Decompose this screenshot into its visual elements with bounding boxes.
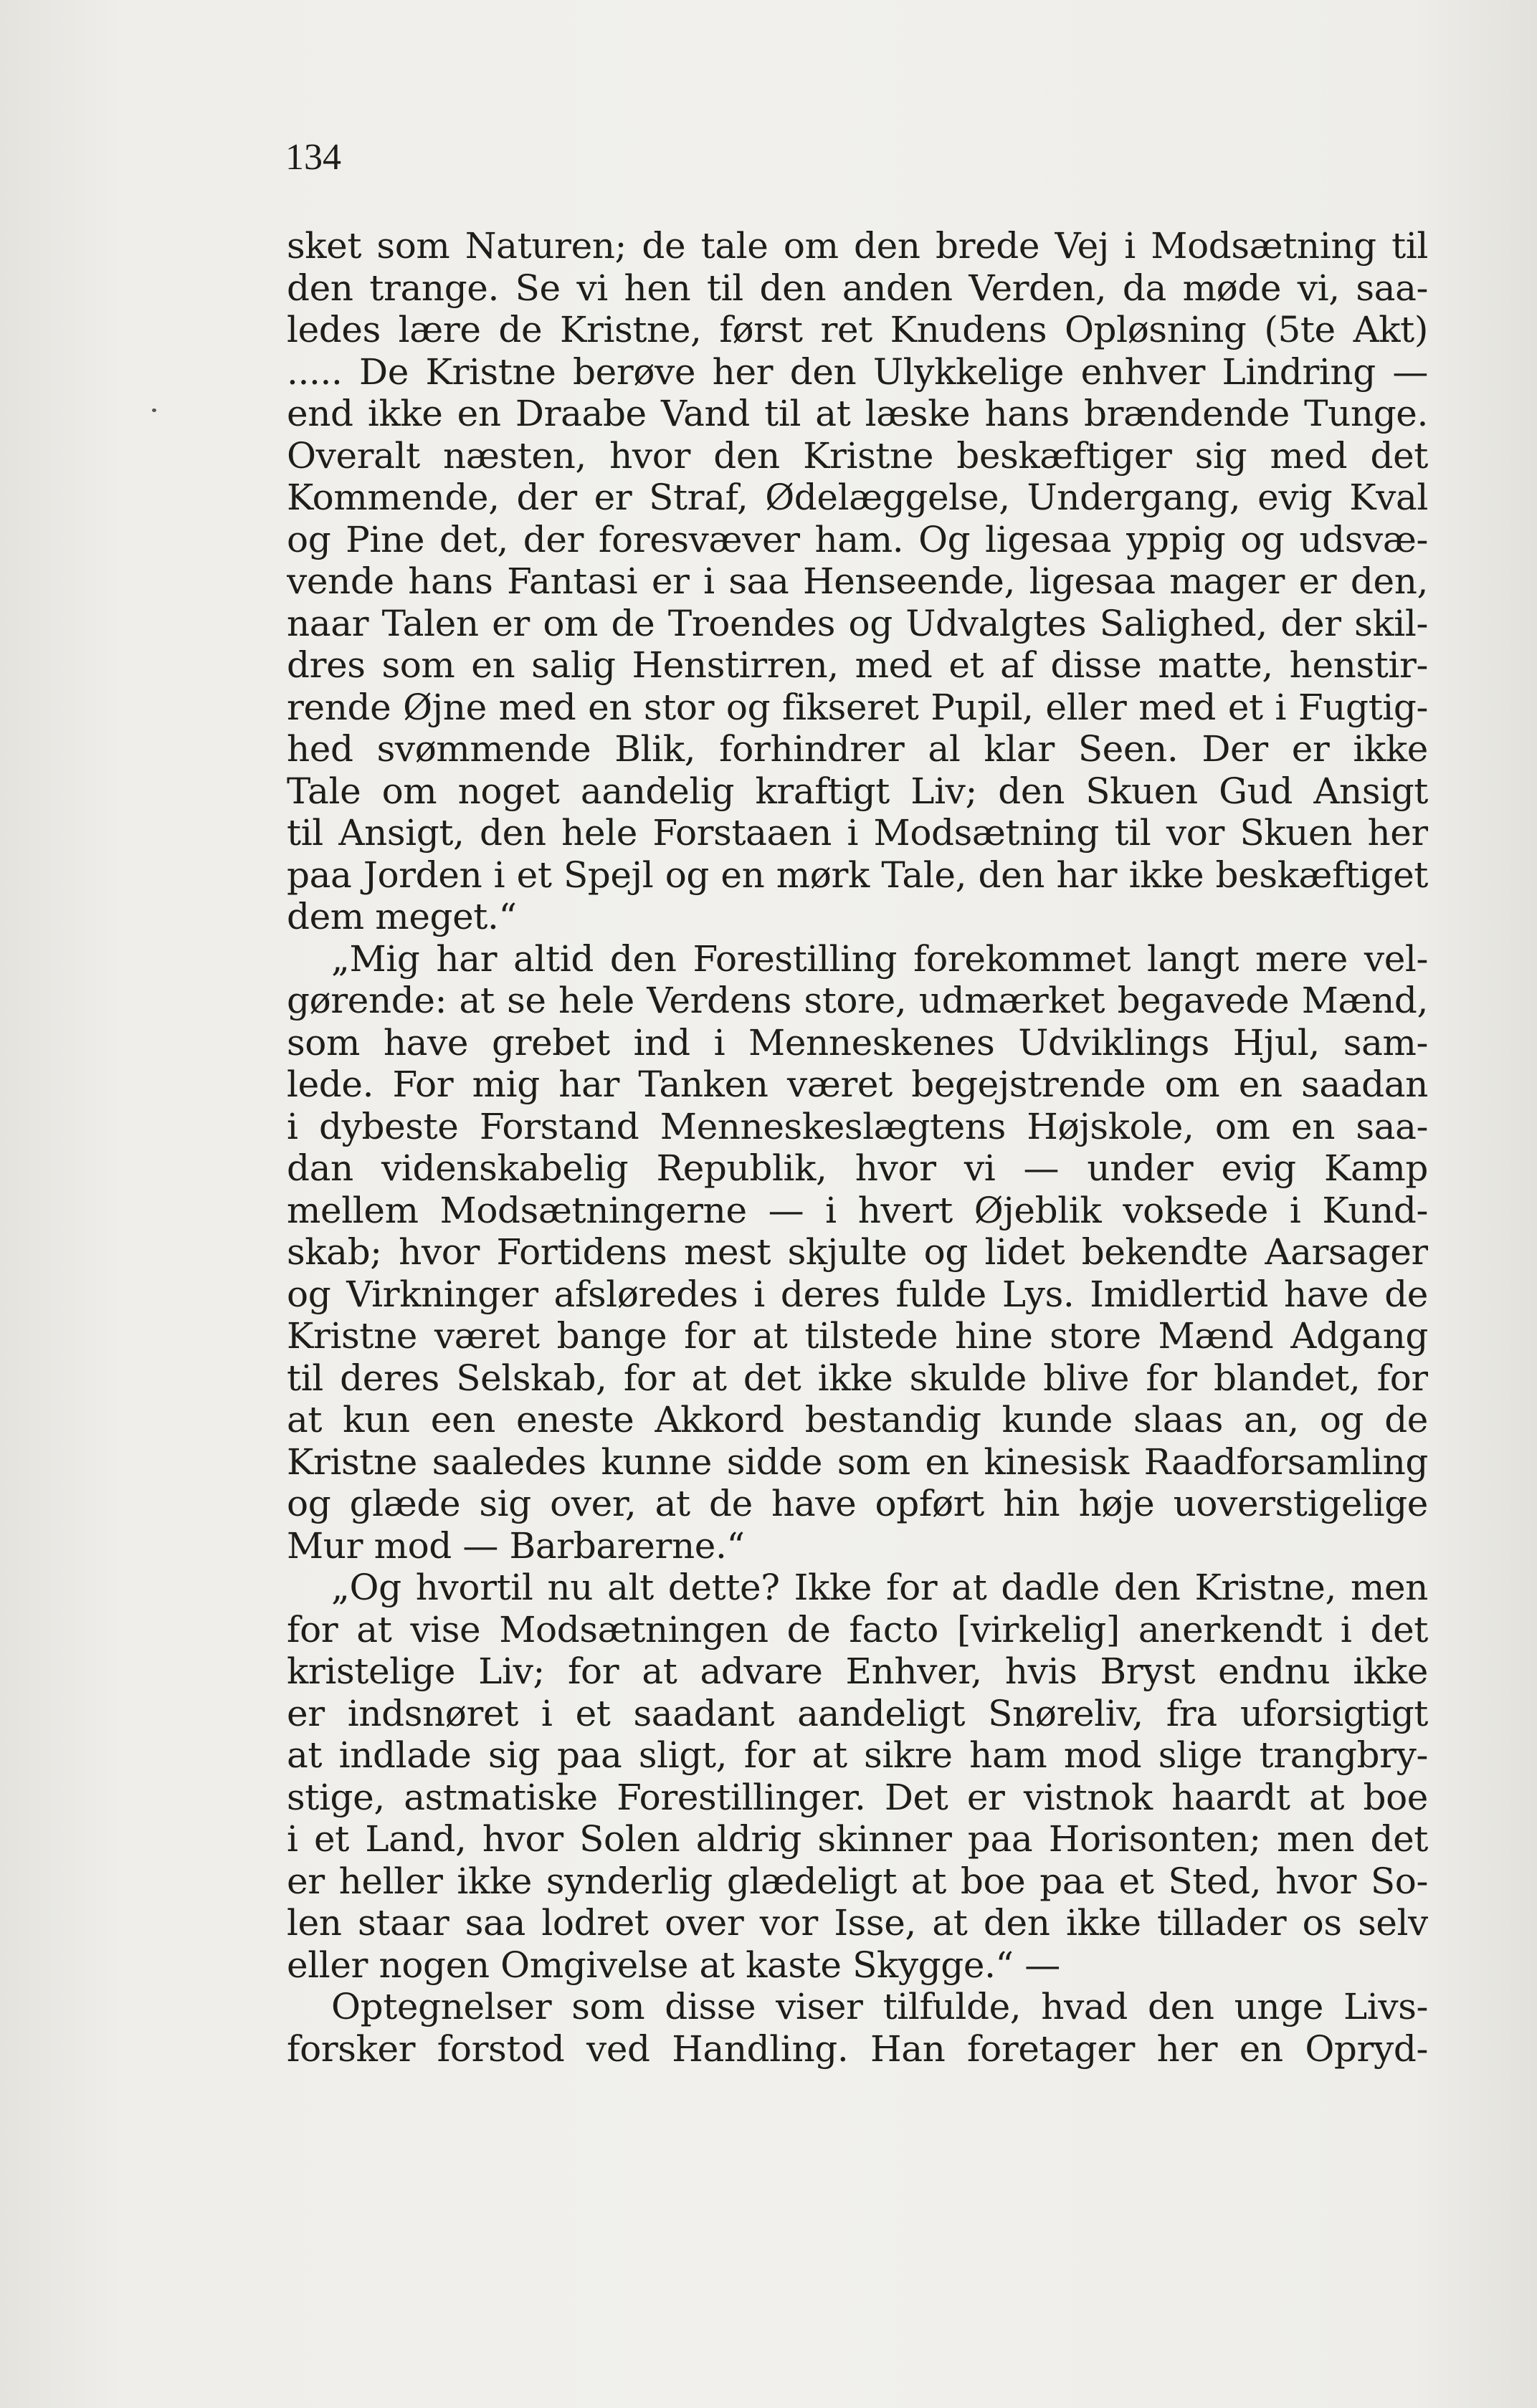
text-line: Tale om noget aandelig kraftigt Liv; den Skuen Gud Ansigt xyxy=(287,770,1428,812)
text-line: hed svømmende Blik, forhindrer al klar Seen. Der er ikke xyxy=(287,728,1428,770)
text-line: er heller ikke synderlig glædeligt at boe paa et Sted, hvor So- xyxy=(287,1860,1428,1902)
text-line: rende Øjne med en stor og fikseret Pupil, eller med et i Fugtig- xyxy=(287,686,1428,728)
text-line: sket som Naturen; de tale om den brede Vej i Modsætning til xyxy=(287,225,1428,267)
text-line: gørende: at se hele Verdens store, udmærket begavede Mænd, xyxy=(287,980,1428,1021)
text-line: ledes lære de Kristne, først ret Knudens Opløsning (5te Akt) xyxy=(287,309,1428,350)
text-line: ..... De Kristne berøve her den Ulykkelige enhver Lindring — xyxy=(287,350,1428,393)
body-text xyxy=(287,225,1428,2070)
text-line: som have grebet ind i Menneskenes Udviklings Hjul, sam- xyxy=(287,1021,1428,1064)
text-line: i et Land, hvor Solen aldrig skinner paa Horisonten; men det xyxy=(287,1818,1428,1860)
text-line: til deres Selskab, for at det ikke skulde blive for blandet, for xyxy=(287,1357,1428,1399)
text-line: „Og hvortil nu alt dette? Ikke for at dadle den Kristne, men xyxy=(331,1567,1428,1608)
text-line: i dybeste Forstand Menneskeslægtens Højskole, om en saa- xyxy=(287,1105,1428,1147)
text-line: og Virkninger afsløredes i deres fulde Lys. Imidlertid have de xyxy=(287,1273,1428,1315)
text-line: for at vise Modsætningen de facto [virkelig] anerkendt i det xyxy=(287,1608,1428,1650)
text-line: den trange. Se vi hen til den anden Verden, da møde vi, saa- xyxy=(287,267,1428,309)
text-line: skab; hvor Fortidens mest skjulte og lidet bekendte Aarsager xyxy=(287,1231,1428,1273)
text-line: lede. For mig har Tanken været begejstrende om en saadan xyxy=(287,1064,1428,1105)
text-line: Kristne været bange for at tilstede hine store Mænd Adgang xyxy=(287,1315,1428,1357)
text-line: dres som en salig Henstirren, med et af disse matte, henstir- xyxy=(287,644,1428,686)
text-line: og glæde sig over, at de have opført hin høje uoverstigelige xyxy=(287,1483,1428,1524)
text-line: stige, astmatiske Forestillinger. Det er vistnok haardt at boe xyxy=(287,1776,1428,1818)
text-line: len staar saa lodret over vor Isse, at den ikke tillader os selv xyxy=(287,1902,1428,1944)
text-line: Kristne saaledes kunne sidde som en kinesisk Raadforsamling xyxy=(287,1440,1428,1483)
page-number: 134 xyxy=(285,137,341,178)
ink-speck xyxy=(152,408,156,412)
text-line: naar Talen er om de Troendes og Udvalgtes Salighed, der skil- xyxy=(287,602,1428,644)
text-line: „Mig har altid den Forestilling forekommet langt mere vel- xyxy=(331,937,1428,980)
text-line: paa Jorden i et Spejl og en mørk Tale, den har ikke beskæftiget xyxy=(287,854,1428,896)
text-line: eller nogen Omgivelse at kaste Skygge.“ — xyxy=(287,1944,1060,1986)
text-line: at indlade sig paa sligt, for at sikre ham mod slige trangbry- xyxy=(287,1734,1428,1776)
text-line: dem meget.“ xyxy=(287,896,517,937)
text-line: og Pine det, der foresvæver ham. Og ligesaa yppig og udsvæ- xyxy=(287,518,1428,560)
text-line: Overalt næsten, hvor den Kristne beskæftiger sig med det xyxy=(287,434,1428,477)
text-line: Kommende, der er Straf, Ødelæggelse, Undergang, evig Kval xyxy=(287,477,1428,518)
text-line: at kun een eneste Akkord bestandig kunde slaas an, og de xyxy=(287,1399,1428,1440)
text-line: er indsnøret i et saadant aandeligt Snøreliv, fra uforsigtigt xyxy=(287,1692,1428,1734)
text-line: forsker forstod ved Handling. Han foretager her en Opryd- xyxy=(287,2027,1428,2070)
text-line: Optegnelser som disse viser tilfulde, hvad den unge Livs- xyxy=(331,1986,1428,2027)
text-line: til Ansigt, den hele Forstaaen i Modsætning til vor Skuen her xyxy=(287,812,1428,854)
text-line: dan videnskabelig Republik, hvor vi — under evig Kamp xyxy=(287,1147,1428,1189)
text-line: mellem Modsætningerne — i hvert Øjeblik voksede i Kund- xyxy=(287,1189,1428,1231)
text-line: end ikke en Draabe Vand til at læske hans brændende Tunge. xyxy=(287,393,1428,434)
text-line: vende hans Fantasi er i saa Henseende, ligesaa mager er den, xyxy=(287,560,1428,602)
text-line: Mur mod — Barbarerne.“ xyxy=(287,1524,745,1567)
text-line: kristelige Liv; for at advare Enhver, hvis Bryst endnu ikke xyxy=(287,1650,1428,1692)
